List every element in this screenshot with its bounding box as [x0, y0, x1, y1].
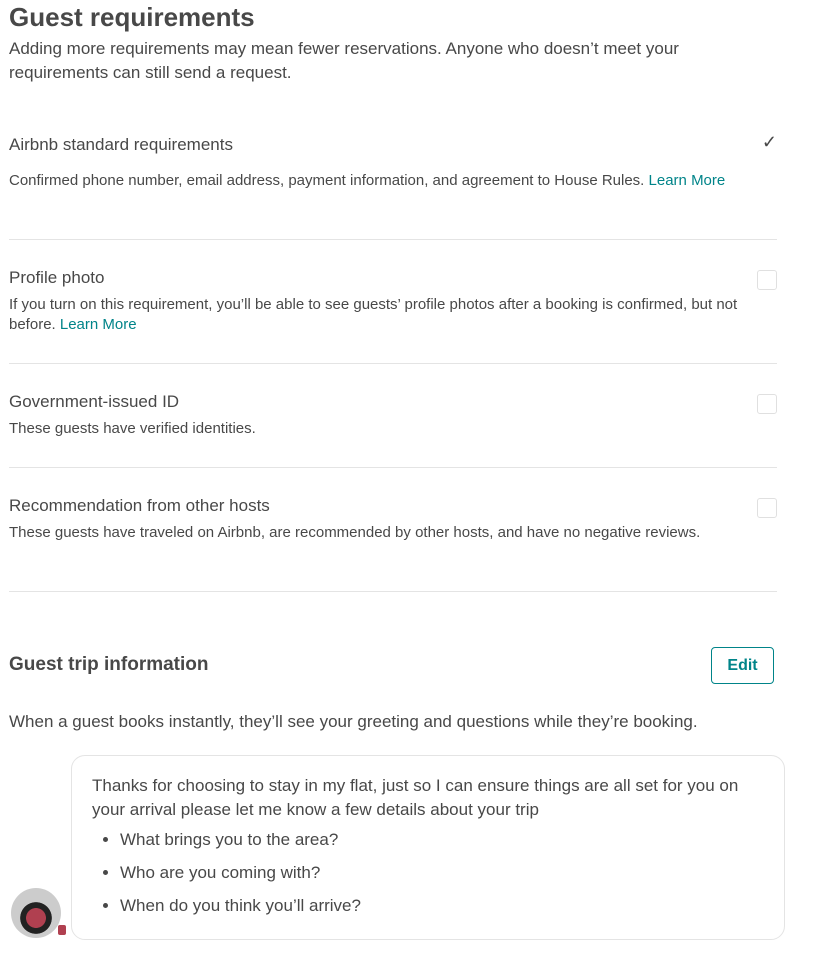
edit-button[interactable]: Edit	[711, 647, 774, 684]
requirement-desc: These guests have traveled on Airbnb, are recommended by other hosts, and have no negative reviews.	[9, 524, 701, 541]
greeting-bubble	[71, 755, 785, 940]
learn-more-link[interactable]: Learn More	[59, 316, 137, 333]
intro-text: Adding more requirements may mean fewer reservations. Anyone who doesn’t meet your requirements can still send a request.	[9, 39, 679, 82]
question-item: • Who are you coming with?	[120, 861, 764, 885]
requirement-recommendation	[9, 495, 777, 592]
requirement-government-id	[9, 391, 777, 468]
superhost-badge-icon	[58, 925, 66, 935]
requirement-title: Airbnb standard requirements	[9, 135, 233, 154]
question-item: • What brings you to the area?	[120, 828, 764, 852]
requirement-desc: These guests have verified identities.	[9, 420, 256, 437]
questions-list	[92, 828, 764, 918]
government-id-checkbox[interactable]	[757, 394, 777, 414]
requirement-desc: Confirmed phone number, email address, payment information, and agreement to House Rules.	[9, 172, 645, 189]
check-icon: ✓	[761, 132, 777, 152]
requirement-desc: If you turn on this requirement, you’ll be able to see guests’ profile photos after a booking is confirmed, but not before.	[9, 296, 738, 333]
trip-info-note: When a guest books instantly, they’ll see your greeting and questions while they’re booking.	[9, 712, 698, 731]
greeting-text: Thanks for choosing to stay in my flat, just so I can ensure things are all set for you on your arrival please let me know a few details about your trip	[92, 776, 739, 819]
requirement-profile-photo	[9, 267, 777, 364]
host-avatar	[11, 888, 61, 938]
trip-info-heading: Guest trip information	[9, 654, 209, 675]
requirement-title: Profile photo	[9, 268, 105, 287]
page-title: Guest requirements	[9, 2, 255, 32]
requirement-standard	[9, 134, 777, 240]
requirement-title: Recommendation from other hosts	[9, 496, 270, 515]
recommendation-checkbox[interactable]	[757, 498, 777, 518]
question-item: • When do you think you’ll arrive?	[120, 894, 764, 918]
requirement-title: Government-issued ID	[9, 392, 180, 411]
learn-more-link[interactable]: Learn More	[648, 172, 726, 189]
profile-photo-checkbox[interactable]	[757, 270, 777, 290]
